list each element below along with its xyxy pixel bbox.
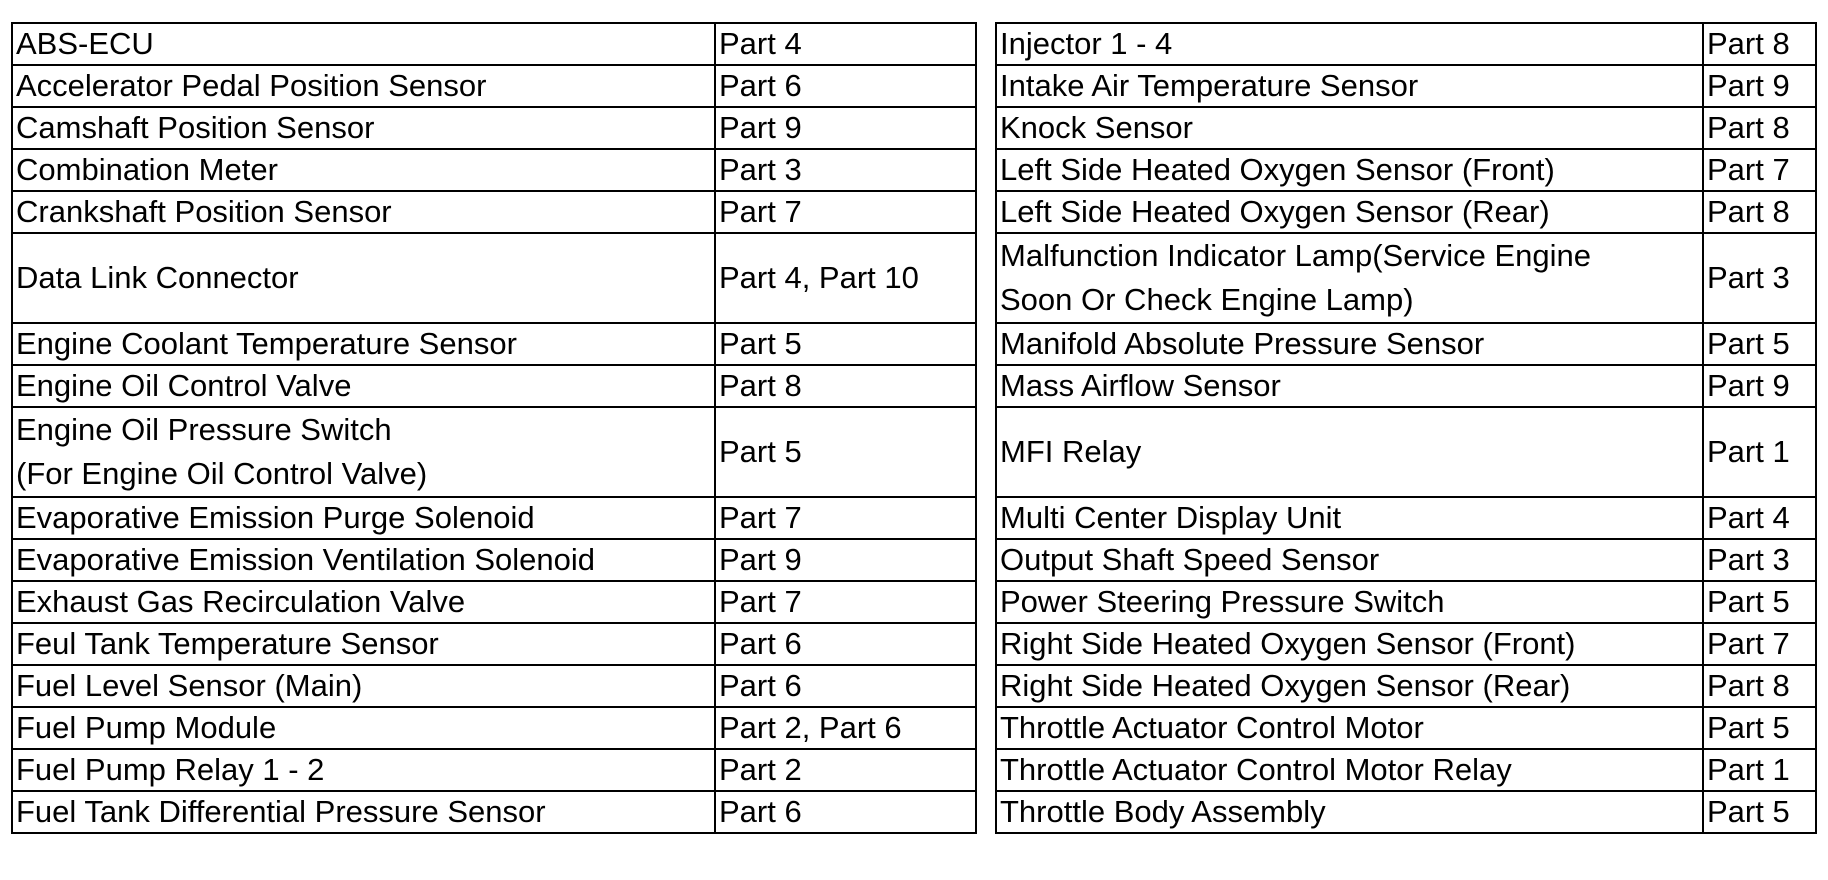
part-reference: Part 6 xyxy=(715,65,976,107)
table-row xyxy=(12,581,976,623)
component-name: Manifold Absolute Pressure Sensor xyxy=(996,323,1703,365)
part-reference: Part 1 xyxy=(1703,749,1816,791)
table-row xyxy=(996,707,1816,749)
part-reference: Part 5 xyxy=(1703,581,1816,623)
component-name: Left Side Heated Oxygen Sensor (Rear) xyxy=(996,191,1703,233)
table-row xyxy=(12,107,976,149)
component-name: Fuel Pump Module xyxy=(12,707,715,749)
part-reference: Part 9 xyxy=(1703,365,1816,407)
component-name: Right Side Heated Oxygen Sensor (Rear) xyxy=(996,665,1703,707)
part-reference: Part 3 xyxy=(715,149,976,191)
part-reference: Part 5 xyxy=(1703,707,1816,749)
part-reference: Part 7 xyxy=(715,191,976,233)
table-row xyxy=(12,665,976,707)
table-row xyxy=(996,191,1816,233)
table-row xyxy=(996,149,1816,191)
table-row xyxy=(996,365,1816,407)
component-name xyxy=(996,233,1703,323)
component-name: Multi Center Display Unit xyxy=(996,497,1703,539)
table-row xyxy=(12,791,976,833)
table-row xyxy=(12,65,976,107)
table-row xyxy=(12,23,976,65)
table-row xyxy=(12,407,976,497)
table-row xyxy=(996,581,1816,623)
component-name-line1: Engine Oil Pressure Switch xyxy=(16,412,392,447)
table-row xyxy=(996,65,1816,107)
component-name: Fuel Pump Relay 1 - 2 xyxy=(12,749,715,791)
part-reference: Part 6 xyxy=(715,791,976,833)
component-name-line1: Malfunction Indicator Lamp(Service Engine xyxy=(1000,238,1592,273)
part-reference: Part 6 xyxy=(715,623,976,665)
component-name: Engine Coolant Temperature Sensor xyxy=(12,323,715,365)
component-name: Accelerator Pedal Position Sensor xyxy=(12,65,715,107)
part-reference: Part 2, Part 6 xyxy=(715,707,976,749)
table-row xyxy=(996,791,1816,833)
component-name: Injector 1 - 4 xyxy=(996,23,1703,65)
part-reference: Part 7 xyxy=(715,497,976,539)
component-name: Right Side Heated Oxygen Sensor (Front) xyxy=(996,623,1703,665)
table-row xyxy=(12,623,976,665)
left-component-table xyxy=(11,22,977,834)
component-name: Mass Airflow Sensor xyxy=(996,365,1703,407)
table-row xyxy=(12,365,976,407)
part-reference: Part 8 xyxy=(715,365,976,407)
component-name: Power Steering Pressure Switch xyxy=(996,581,1703,623)
component-name: Left Side Heated Oxygen Sensor (Front) xyxy=(996,149,1703,191)
component-name: Throttle Body Assembly xyxy=(996,791,1703,833)
part-reference: Part 3 xyxy=(1703,233,1816,323)
part-reference: Part 8 xyxy=(1703,191,1816,233)
part-reference: Part 8 xyxy=(1703,23,1816,65)
component-name xyxy=(12,407,715,497)
table-row xyxy=(996,623,1816,665)
table-row xyxy=(996,539,1816,581)
part-reference: Part 5 xyxy=(1703,323,1816,365)
part-reference: Part 6 xyxy=(715,665,976,707)
table-row xyxy=(996,665,1816,707)
table-row xyxy=(12,497,976,539)
part-reference: Part 7 xyxy=(1703,623,1816,665)
part-reference: Part 3 xyxy=(1703,539,1816,581)
component-name: Feul Tank Temperature Sensor xyxy=(12,623,715,665)
component-name: Camshaft Position Sensor xyxy=(12,107,715,149)
table-row xyxy=(12,707,976,749)
table-row xyxy=(12,233,976,323)
table-row xyxy=(12,323,976,365)
table-row xyxy=(996,497,1816,539)
part-reference: Part 2 xyxy=(715,749,976,791)
right-component-table xyxy=(995,22,1817,834)
part-reference: Part 4 xyxy=(715,23,976,65)
table-row xyxy=(12,749,976,791)
part-reference: Part 4 xyxy=(1703,497,1816,539)
table-row xyxy=(996,233,1816,323)
part-reference: Part 5 xyxy=(715,323,976,365)
table-row xyxy=(12,149,976,191)
component-name: Exhaust Gas Recirculation Valve xyxy=(12,581,715,623)
part-reference: Part 9 xyxy=(715,107,976,149)
component-name: Data Link Connector xyxy=(12,233,715,323)
component-name: MFI Relay xyxy=(996,407,1703,497)
part-reference: Part 1 xyxy=(1703,407,1816,497)
table-row xyxy=(996,749,1816,791)
table-row xyxy=(996,323,1816,365)
component-name-line2: (For Engine Oil Control Valve) xyxy=(16,456,428,491)
component-name: Fuel Level Sensor (Main) xyxy=(12,665,715,707)
component-name: Knock Sensor xyxy=(996,107,1703,149)
part-reference: Part 4, Part 10 xyxy=(715,233,976,323)
component-name: Evaporative Emission Ventilation Solenoid xyxy=(12,539,715,581)
component-name: Throttle Actuator Control Motor Relay xyxy=(996,749,1703,791)
part-reference: Part 8 xyxy=(1703,665,1816,707)
table-row xyxy=(12,191,976,233)
component-name: Throttle Actuator Control Motor xyxy=(996,707,1703,749)
component-name: Intake Air Temperature Sensor xyxy=(996,65,1703,107)
component-name-line2: Soon Or Check Engine Lamp) xyxy=(1000,282,1414,317)
part-reference: Part 9 xyxy=(715,539,976,581)
component-name: Evaporative Emission Purge Solenoid xyxy=(12,497,715,539)
part-reference: Part 7 xyxy=(1703,149,1816,191)
table-row xyxy=(996,23,1816,65)
part-reference: Part 5 xyxy=(715,407,976,497)
part-reference: Part 5 xyxy=(1703,791,1816,833)
component-name: ABS-ECU xyxy=(12,23,715,65)
part-reference: Part 9 xyxy=(1703,65,1816,107)
table-row xyxy=(12,539,976,581)
part-reference: Part 7 xyxy=(715,581,976,623)
component-name: Crankshaft Position Sensor xyxy=(12,191,715,233)
table-row xyxy=(996,107,1816,149)
component-name: Combination Meter xyxy=(12,149,715,191)
component-name: Fuel Tank Differential Pressure Sensor xyxy=(12,791,715,833)
table-row xyxy=(996,407,1816,497)
component-name: Engine Oil Control Valve xyxy=(12,365,715,407)
part-reference: Part 8 xyxy=(1703,107,1816,149)
component-name: Output Shaft Speed Sensor xyxy=(996,539,1703,581)
